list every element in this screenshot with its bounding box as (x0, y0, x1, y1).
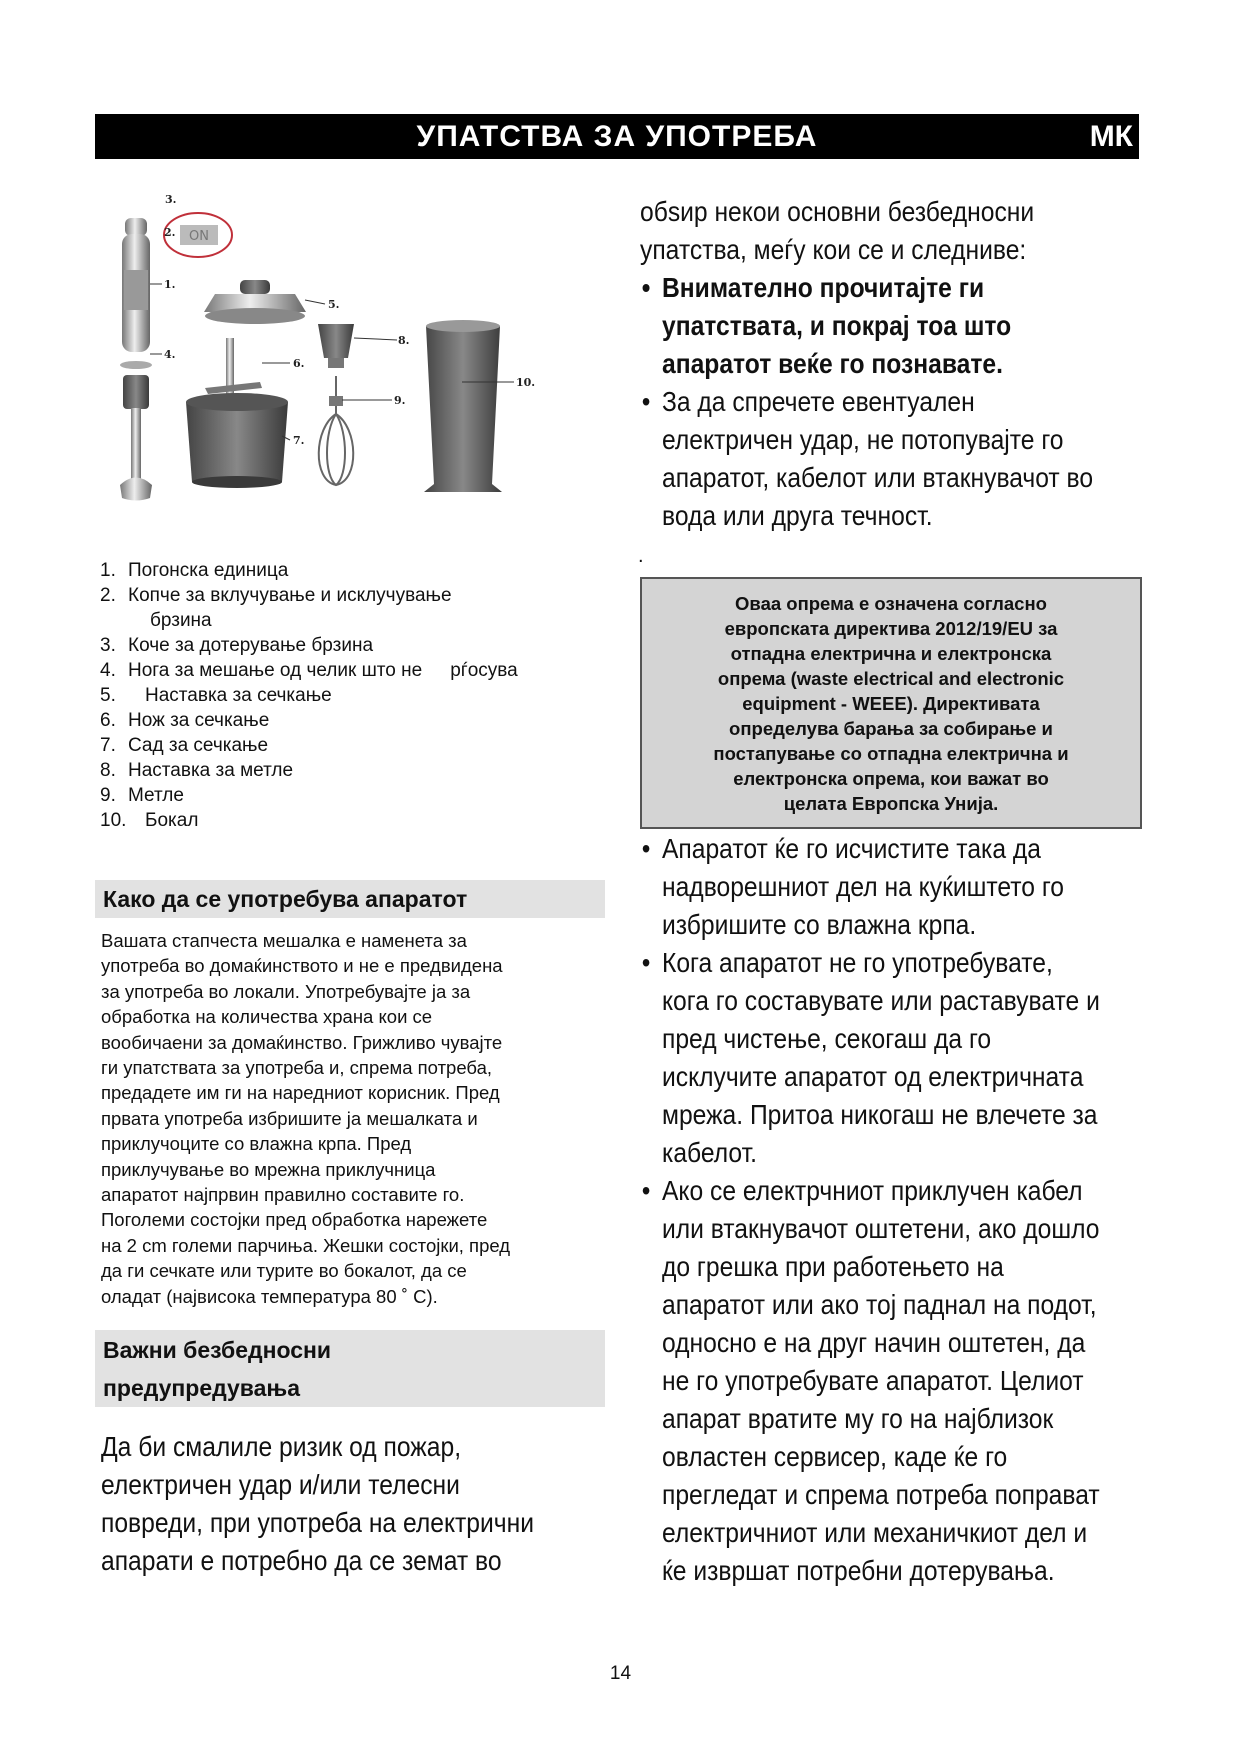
safety-heading: Важни безбедносни предупредувања (95, 1330, 605, 1407)
right-column-top: обѕир некои основни безбедносни упатства, меѓу кои се и следниве: • Внимателно прочитајте ги упатствата, и покрај тоа што апаратот веќе го познавате. • За да спречете евентуален електричен удар, не потопувајте го апаратот, кабелот или втакнувачот во вода или друга течност. (640, 193, 1115, 535)
list-item: 7. Сад за сечкање (100, 735, 269, 756)
label-5: 5. (328, 298, 340, 311)
right-column-bottom (640, 830, 1115, 1590)
list-item: • Апаратот ќе го исчистите така да надворешниот дел на куќиштето го избришите со влажна крпа. (641, 833, 1064, 940)
header-bar (95, 114, 1139, 159)
label-3: 3. (165, 193, 177, 206)
chopper-attachment-illustration (204, 280, 306, 324)
beaker-illustration (424, 320, 502, 492)
list-item: 9. Метле (100, 785, 184, 806)
page-title: УПАТСТВА ЗА УПОТРЕБА (416, 120, 818, 153)
stray-dot: . (638, 545, 644, 567)
usage-heading: Како да се употребува апаратот (95, 880, 605, 918)
list-item: 4. Нога за мешање од челик што не рѓосува (100, 660, 518, 681)
chopper-bowl-illustration (186, 393, 288, 488)
weee-notice-box: Оваа опрема е означена согласно европската директива 2012/19/EU за отпадна електрична и електронска опрема (waste electrical and electronic equipment - WEEE). Директивата определува барања за собирање и постапување со отпадна електрична и електронска опрема, кои важат во целата Европска Унија. (640, 577, 1142, 829)
label-8: 8. (398, 334, 410, 347)
list-item: брзина (150, 610, 212, 631)
whisk-illustration (319, 376, 354, 485)
list-item: 1. Погонска единица (100, 560, 289, 581)
list-item: • Ако се електрчниот приклучен кабел или втакнувачот оштетени, ако дошло до грешка при работењето на апаратот или ако тој паднал на подот, односно е на друг начин оштетен, да не го употребувате апаратот. Целиот апарат вратите му го на најблизок овластен сервисер, каде ќе го прегледат и спрема потреба поправат електричниот или механичкиот дел и ќе извршат потребни дотерувања. (641, 1175, 1100, 1586)
language-code: МК (1089, 120, 1133, 153)
label-10: 10. (516, 376, 536, 389)
list-item: • За да спречете евентуален електричен удар, не потопувајте го апаратот, кабелот или втакнувачот во вода или друга течност. (641, 386, 1094, 531)
label-4: 4. (164, 348, 176, 361)
list-item: 2. Копче за вклучување и исклучување (100, 585, 452, 606)
safety-intro: Да би смалиле ризик од пожар, електричен удар и/или телесни повреди, при употреба на електрични апарати е потребно да се земат во (101, 1431, 534, 1576)
label-2: 2. (164, 226, 176, 239)
list-item: 6. Нож за сечкање (100, 710, 270, 731)
chopper-blade-illustration (205, 338, 262, 398)
switch-on-label: ON (189, 229, 209, 244)
list-item: • Кога апаратот не го употребувате, кога го составувате или раставувате и пред чистење, секогаш да го исклучите апаратот од електричната мрежа. Притоа никогаш не влечете за кабелот. (641, 947, 1100, 1168)
list-item: 3. Коче за дотерување брзина (100, 635, 374, 656)
motor-unit-illustration (120, 218, 152, 501)
list-item: • Внимателно прочитајте ги упатствата, и покрај тоа што апаратот веќе го познавате. (641, 272, 1012, 379)
label-9: 9. (394, 394, 406, 407)
label-7: 7. (293, 434, 305, 447)
usage-text: Вашата стапчеста мешалка е наменета за употреба во домаќинството и не е предвидена за употреба во локали. Употребувајте ја за обработка на количества храна кои се вообичаени за домаќинство. Грижливо чувајте ги упатствата за употреба и, спрема потреба, предадете им ги на наредниот корисник. Пред првата употреба избришите ја мешалката и приклучоците со влажна крпа. Пред приклучување во мрежна приклучница апаратот најпрвин правилно составите го. Поголеми состојки пред обработка нарежете на 2 cm големи парчиња. Жешки состојки, пред да ги сечкате или турите во бокалот, да се оладат (највисока температура 80 ˚ C). (101, 930, 511, 1307)
parts-list (100, 558, 620, 833)
list-item: 5. Наставка за сечкање (100, 685, 332, 706)
label-1: 1. (164, 278, 176, 291)
list-item: 10. Бокал (100, 810, 199, 831)
list-item: 8. Наставка за метле (100, 760, 294, 781)
page-number: 14 (609, 1663, 632, 1684)
whisk-adapter-illustration (318, 324, 354, 368)
label-6: 6. (293, 357, 305, 370)
product-diagram (100, 193, 620, 550)
